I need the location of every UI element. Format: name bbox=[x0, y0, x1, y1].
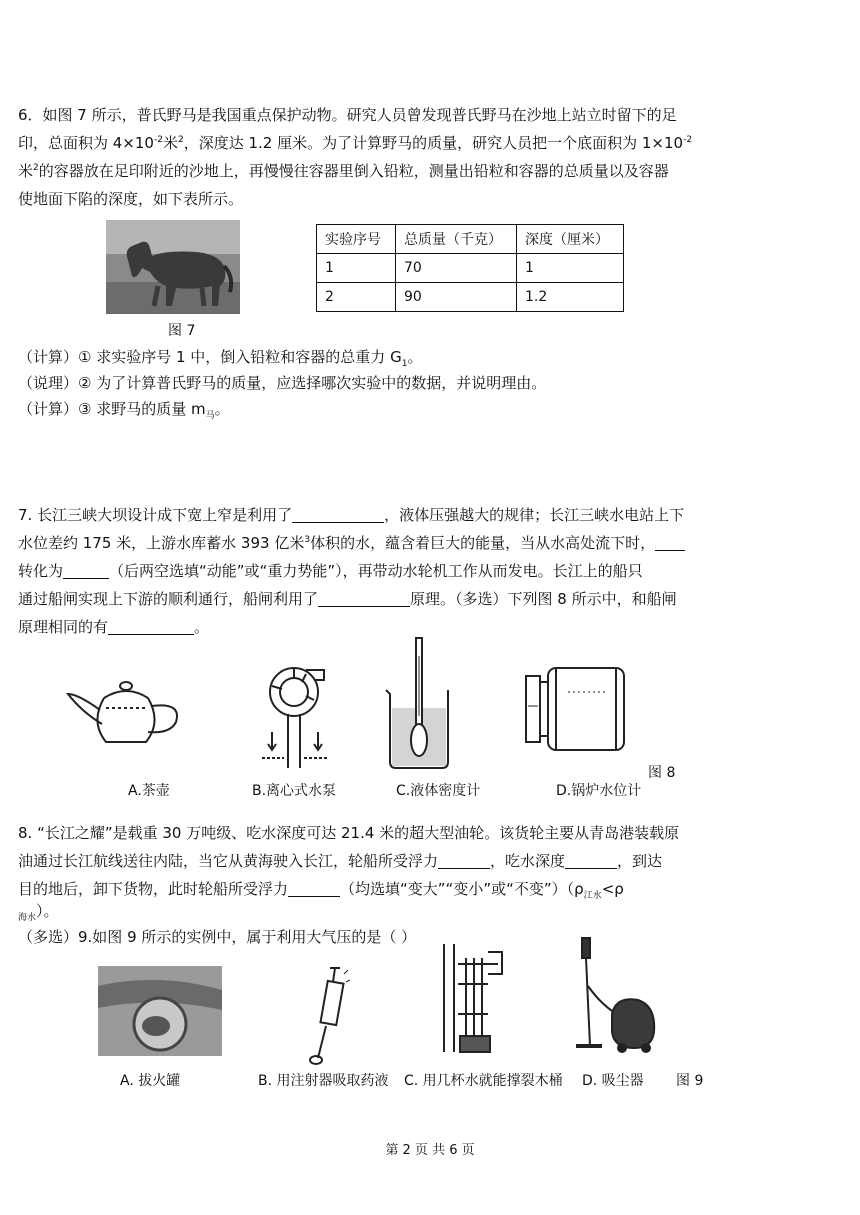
q7-line-1 bbox=[18, 504, 684, 526]
q8-text-2a: 油通过长江航线送往内陆，当它从黄海驶入长江，轮船所受浮力 bbox=[18, 852, 439, 870]
table-cell: 1 bbox=[317, 254, 396, 283]
q6-sq-1: 2 bbox=[177, 135, 184, 145]
q9-option-c[interactable]: C. 用几杯水就能撑裂木桶 bbox=[404, 1073, 563, 1089]
table-cell: 90 bbox=[396, 283, 517, 312]
q6-text-1: 6．如图 7 所示，普氏野马是我国重点保护动物。研究人员曾发现普氏野马在沙地上站立时留下的足 bbox=[18, 106, 677, 124]
q7-text-3a: 转化为 bbox=[18, 562, 64, 580]
answer-blank[interactable] bbox=[565, 852, 617, 869]
q6-text-2b: 米 bbox=[162, 134, 178, 152]
q6-sq-2: 2 bbox=[33, 163, 39, 173]
q7-line-4 bbox=[18, 588, 677, 610]
q6-sub-3-end: 。 bbox=[214, 400, 230, 418]
horse-photo bbox=[106, 220, 240, 314]
q8-text-2b: ，吃水深度 bbox=[490, 852, 566, 870]
teapot-figure bbox=[64, 672, 188, 750]
q8-line-2 bbox=[18, 850, 662, 872]
q7-sup: 3 bbox=[304, 535, 311, 545]
table-header: 实验序号 bbox=[317, 225, 396, 254]
hydrometer-figure bbox=[380, 636, 458, 770]
q7-line-5 bbox=[18, 616, 209, 638]
answer-blank[interactable] bbox=[288, 880, 340, 897]
q7-text-2a: 水位差约 175 米，上游水库蓄水 393 亿米 bbox=[18, 534, 305, 552]
q7-text-5b: 。 bbox=[194, 618, 210, 636]
q7-text-1b: ，液体压强越大的规律；长江三峡水电站上下 bbox=[384, 506, 685, 524]
answer-blank[interactable] bbox=[108, 618, 194, 635]
q6-sub-2 bbox=[18, 372, 546, 394]
boiler-water-gauge-figure bbox=[520, 662, 632, 756]
figure-8-label: 图 8 bbox=[648, 765, 676, 781]
q8-subscript-river: 江水 bbox=[583, 891, 602, 901]
q6-text-2a: 印，总面积为 4×10 bbox=[18, 134, 154, 152]
q7-line-3 bbox=[18, 560, 643, 582]
q6-sub-1-subscript: 1 bbox=[401, 359, 408, 369]
table-header: 深度（厘米） bbox=[517, 225, 624, 254]
syringe-figure bbox=[300, 962, 350, 1066]
q7-text-4b: 原理。（多选）下列图 8 所示中，和船闸 bbox=[410, 590, 677, 608]
q8-line-3 bbox=[18, 878, 624, 900]
q6-sub-1 bbox=[18, 346, 422, 368]
table-row bbox=[317, 254, 624, 283]
q6-text-3a: 米 bbox=[18, 162, 34, 180]
q8-text-2c: ，到达 bbox=[617, 852, 663, 870]
table-cell: 2 bbox=[317, 283, 396, 312]
table-header: 总质量（千克） bbox=[396, 225, 517, 254]
q6-sub-1-text: （计算）① 求实验序号 1 中，倒入铅粒和容器的总重力 G bbox=[18, 348, 402, 366]
q6-sub-1-end: 。 bbox=[407, 348, 423, 366]
q6-sub-3-text: （计算）③ 求野马的质量 m bbox=[18, 400, 206, 418]
q6-line-1 bbox=[18, 104, 677, 126]
q9-option-a[interactable]: A. 拔火罐 bbox=[120, 1073, 181, 1089]
q6-text-2c: ，深度达 1.2 厘米。为了计算野马的质量，研究人员把一个底面积为 1×10 bbox=[183, 134, 684, 152]
q8-text-1: 8. “长江之耀”是载重 30 万吨级、吃水深度可达 21.4 米的超大型油轮。该货轮主要从青岛港装载原 bbox=[18, 824, 680, 842]
q8-line-1 bbox=[18, 822, 679, 844]
q6-exp-1: -2 bbox=[153, 135, 163, 145]
q6-sub-3 bbox=[18, 398, 230, 420]
q8-text-3a: 目的地后，卸下货物，此时轮船所受浮力 bbox=[18, 880, 289, 898]
figure-7-label: 图 7 bbox=[168, 323, 196, 339]
q6-line-2 bbox=[18, 132, 692, 154]
q8-subscript-sea: 海水 bbox=[18, 913, 37, 923]
table-row bbox=[317, 283, 624, 312]
q7-text-3b: （后两空选填“动能”或“重力势能”），再带动水轮机工作从而发电。长江上的船只 bbox=[109, 562, 643, 580]
q7-text-4a: 通过船闸实现上下游的顺利通行，船闸利用了 bbox=[18, 590, 319, 608]
q7-text-1a: 7. 长江三峡大坝设计成下宽上窄是利用了 bbox=[18, 506, 293, 524]
table-cell: 70 bbox=[396, 254, 517, 283]
table-cell: 1 bbox=[517, 254, 624, 283]
wooden-barrel-figure bbox=[438, 944, 508, 1056]
q7-text-2b: 体积的水，蕴含着巨大的能量，当从水高处流下时， bbox=[310, 534, 656, 552]
q7-line-2 bbox=[18, 532, 685, 554]
experiment-table bbox=[316, 224, 624, 312]
q6-sub-3-subscript: 马 bbox=[205, 411, 215, 421]
answer-blank[interactable] bbox=[655, 534, 685, 551]
q7-text-5a: 原理相同的有 bbox=[18, 618, 109, 636]
q9-option-d[interactable]: D. 吸尘器 bbox=[582, 1073, 644, 1089]
option-b[interactable]: B.离心式水泵 bbox=[252, 783, 337, 799]
q8-line-4 bbox=[18, 900, 59, 922]
q8-text-3b: （均选填“变大”“变小”或“不变”）（ρ bbox=[340, 880, 584, 898]
answer-blank[interactable] bbox=[318, 590, 410, 607]
q8-text-4b: ）。 bbox=[36, 902, 59, 920]
figure-9-label: 图 9 bbox=[676, 1073, 704, 1089]
cupping-photo bbox=[98, 966, 222, 1056]
option-a[interactable]: A.茶壶 bbox=[128, 783, 170, 799]
q6-sub-2-text: （说理）② 为了计算普氏野马的质量，应选择哪次实验中的数据，并说明理由。 bbox=[18, 374, 547, 392]
q6-text-3b: 的容器放在足印附近的沙地上，再慢慢往容器里倒入铅粒，测量出铅粒和容器的总质量以及容器 bbox=[38, 162, 669, 180]
table-cell: 1.2 bbox=[517, 283, 624, 312]
q9-text-1: （多选）9.如图 9 所示的实例中，属于利用大气压的是（ ） bbox=[18, 928, 417, 946]
q6-text-4: 使地面下陷的深度，如下表所示。 bbox=[18, 190, 244, 208]
table-header-row bbox=[317, 225, 624, 254]
answer-blank[interactable] bbox=[63, 562, 109, 579]
q6-line-4 bbox=[18, 188, 243, 210]
q6-line-3 bbox=[18, 160, 669, 182]
q6-exp-2: -2 bbox=[683, 135, 693, 145]
option-c[interactable]: C.液体密度计 bbox=[396, 783, 481, 799]
q8-text-3c: <ρ bbox=[601, 880, 624, 898]
centrifugal-pump-figure bbox=[262, 660, 328, 772]
answer-blank[interactable] bbox=[292, 506, 384, 523]
q9-line-1 bbox=[18, 926, 416, 948]
q9-option-b[interactable]: B. 用注射器吸取药液 bbox=[258, 1073, 389, 1089]
page-number: 第 2 页 共 6 页 bbox=[385, 1143, 475, 1158]
option-d[interactable]: D.锅炉水位计 bbox=[556, 783, 642, 799]
vacuum-cleaner-figure bbox=[572, 936, 660, 1056]
answer-blank[interactable] bbox=[438, 852, 490, 869]
